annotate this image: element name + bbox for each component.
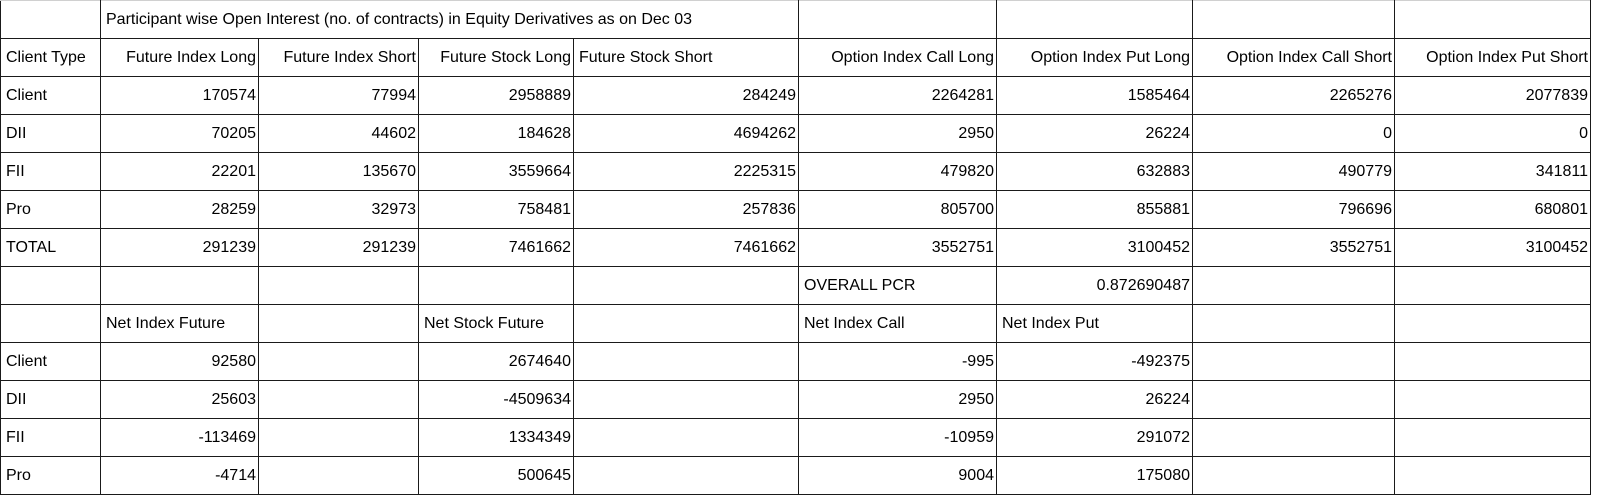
data-cell[interactable]: 3552751 — [1193, 229, 1395, 267]
net-cell[interactable]: -10959 — [799, 419, 997, 457]
cell-blank[interactable] — [574, 457, 799, 495]
header-cell-option-index-call-long[interactable]: Option Index Call Long — [799, 39, 997, 77]
data-cell[interactable]: 22201 — [101, 153, 259, 191]
header-cell-option-index-put-long[interactable]: Option Index Put Long — [997, 39, 1193, 77]
cell-blank[interactable] — [1193, 305, 1395, 343]
data-cell[interactable]: 490779 — [1193, 153, 1395, 191]
data-cell[interactable]: 257836 — [574, 191, 799, 229]
data-cell[interactable]: 479820 — [799, 153, 997, 191]
data-cell[interactable]: 32973 — [259, 191, 419, 229]
header-cell-future-index-long[interactable]: Future Index Long — [101, 39, 259, 77]
cell-blank[interactable] — [1395, 419, 1591, 457]
data-cell[interactable]: 2077839 — [1395, 77, 1591, 115]
net-header-index-call[interactable]: Net Index Call — [799, 305, 997, 343]
data-cell[interactable]: 0 — [1193, 115, 1395, 153]
cell-blank[interactable] — [259, 305, 419, 343]
data-row-total — [1, 229, 1591, 267]
sheet-title[interactable]: Participant wise Open Interest (no. of contracts) in Equity Derivatives as on Dec 03 — [101, 1, 799, 39]
net-cell[interactable]: 175080 — [997, 457, 1193, 495]
cell-blank[interactable] — [1, 1, 101, 39]
row-label[interactable]: DII — [1, 381, 101, 419]
cell-blank[interactable] — [259, 381, 419, 419]
net-header-row — [1, 305, 1591, 343]
cell-blank[interactable] — [1193, 1, 1395, 39]
data-cell[interactable]: 7461662 — [419, 229, 574, 267]
net-cell[interactable]: -492375 — [997, 343, 1193, 381]
cell-blank[interactable] — [997, 1, 1193, 39]
title-row — [1, 1, 1591, 39]
data-cell[interactable]: 284249 — [574, 77, 799, 115]
data-cell[interactable]: 341811 — [1395, 153, 1591, 191]
net-header-index-future[interactable]: Net Index Future — [101, 305, 259, 343]
cell-blank[interactable] — [1, 267, 101, 305]
net-row-dii — [1, 381, 1591, 419]
data-row-client — [1, 77, 1591, 115]
cell-blank[interactable] — [574, 419, 799, 457]
cell-blank[interactable] — [1395, 1, 1591, 39]
pcr-value[interactable]: 0.872690487 — [997, 267, 1193, 305]
data-cell[interactable]: 170574 — [101, 77, 259, 115]
row-label[interactable]: Client — [1, 343, 101, 381]
net-header-index-put[interactable]: Net Index Put — [997, 305, 1193, 343]
data-cell[interactable]: 135670 — [259, 153, 419, 191]
header-cell-future-stock-short[interactable]: Future Stock Short — [574, 39, 799, 77]
net-cell[interactable]: -995 — [799, 343, 997, 381]
data-cell[interactable]: 3559664 — [419, 153, 574, 191]
header-cell-future-index-short[interactable]: Future Index Short — [259, 39, 419, 77]
cell-blank[interactable] — [1395, 343, 1591, 381]
header-cell-option-index-put-short[interactable]: Option Index Put Short — [1395, 39, 1591, 77]
data-cell[interactable]: 2264281 — [799, 77, 997, 115]
net-cell[interactable]: 1334349 — [419, 419, 574, 457]
row-label[interactable]: FII — [1, 153, 101, 191]
data-cell[interactable]: 291239 — [259, 229, 419, 267]
data-cell[interactable]: 796696 — [1193, 191, 1395, 229]
data-cell[interactable]: 1585464 — [997, 77, 1193, 115]
data-cell[interactable]: 184628 — [419, 115, 574, 153]
data-cell[interactable]: 291239 — [101, 229, 259, 267]
net-cell[interactable]: 2674640 — [419, 343, 574, 381]
pcr-row — [1, 267, 1591, 305]
data-cell[interactable]: 0 — [1395, 115, 1591, 153]
data-cell[interactable]: 3100452 — [1395, 229, 1591, 267]
cell-blank[interactable] — [1395, 381, 1591, 419]
data-cell[interactable]: 758481 — [419, 191, 574, 229]
data-row-fii — [1, 153, 1591, 191]
data-cell[interactable]: 77994 — [259, 77, 419, 115]
cell-blank[interactable] — [259, 267, 419, 305]
cell-blank[interactable] — [259, 457, 419, 495]
net-cell[interactable]: -4714 — [101, 457, 259, 495]
data-cell[interactable]: 805700 — [799, 191, 997, 229]
data-cell[interactable]: 3552751 — [799, 229, 997, 267]
row-label[interactable]: Client — [1, 77, 101, 115]
cell-blank[interactable] — [799, 1, 997, 39]
cell-blank[interactable] — [1, 305, 101, 343]
cell-blank[interactable] — [1193, 381, 1395, 419]
header-cell-option-index-call-short[interactable]: Option Index Call Short — [1193, 39, 1395, 77]
net-cell[interactable]: 9004 — [799, 457, 997, 495]
data-cell[interactable]: 70205 — [101, 115, 259, 153]
cell-blank[interactable] — [574, 267, 799, 305]
net-cell[interactable]: 500645 — [419, 457, 574, 495]
net-header-stock-future[interactable]: Net Stock Future — [419, 305, 574, 343]
row-label[interactable]: FII — [1, 419, 101, 457]
data-cell[interactable]: 7461662 — [574, 229, 799, 267]
cell-blank[interactable] — [1193, 419, 1395, 457]
cell-blank[interactable] — [259, 419, 419, 457]
cell-blank[interactable] — [1193, 343, 1395, 381]
cell-blank[interactable] — [1193, 457, 1395, 495]
net-cell[interactable]: 2950 — [799, 381, 997, 419]
data-row-pro — [1, 191, 1591, 229]
net-cell[interactable]: -113469 — [101, 419, 259, 457]
data-cell[interactable]: 3100452 — [997, 229, 1193, 267]
net-cell[interactable]: 92580 — [101, 343, 259, 381]
data-cell[interactable]: 4694262 — [574, 115, 799, 153]
cell-blank[interactable] — [1193, 267, 1395, 305]
net-cell[interactable]: 26224 — [997, 381, 1193, 419]
header-cell-client-type[interactable]: Client Type — [1, 39, 101, 77]
data-cell[interactable]: 855881 — [997, 191, 1193, 229]
row-label[interactable]: TOTAL — [1, 229, 101, 267]
net-row-client — [1, 343, 1591, 381]
header-row — [1, 39, 1591, 77]
data-cell[interactable]: 680801 — [1395, 191, 1591, 229]
data-cell[interactable]: 2958889 — [419, 77, 574, 115]
data-cell[interactable]: 2225315 — [574, 153, 799, 191]
data-row-dii — [1, 115, 1591, 153]
data-cell[interactable]: 26224 — [997, 115, 1193, 153]
data-cell[interactable]: 632883 — [997, 153, 1193, 191]
net-cell[interactable]: 25603 — [101, 381, 259, 419]
net-row-pro — [1, 457, 1591, 495]
cell-blank[interactable] — [101, 267, 259, 305]
row-label[interactable]: Pro — [1, 457, 101, 495]
cell-blank[interactable] — [574, 343, 799, 381]
net-cell[interactable]: -4509634 — [419, 381, 574, 419]
cell-blank[interactable] — [1395, 267, 1591, 305]
row-label[interactable]: Pro — [1, 191, 101, 229]
data-cell[interactable]: 44602 — [259, 115, 419, 153]
data-cell[interactable]: 2265276 — [1193, 77, 1395, 115]
pcr-label[interactable]: OVERALL PCR — [799, 267, 997, 305]
cell-blank[interactable] — [574, 381, 799, 419]
cell-blank[interactable] — [1395, 457, 1591, 495]
row-label[interactable]: DII — [1, 115, 101, 153]
cell-blank[interactable] — [574, 305, 799, 343]
cell-blank[interactable] — [419, 267, 574, 305]
cell-blank[interactable] — [1395, 305, 1591, 343]
header-cell-future-stock-long[interactable]: Future Stock Long — [419, 39, 574, 77]
net-row-fii — [1, 419, 1591, 457]
cell-blank[interactable] — [259, 343, 419, 381]
net-cell[interactable]: 291072 — [997, 419, 1193, 457]
data-cell[interactable]: 28259 — [101, 191, 259, 229]
data-cell[interactable]: 2950 — [799, 115, 997, 153]
